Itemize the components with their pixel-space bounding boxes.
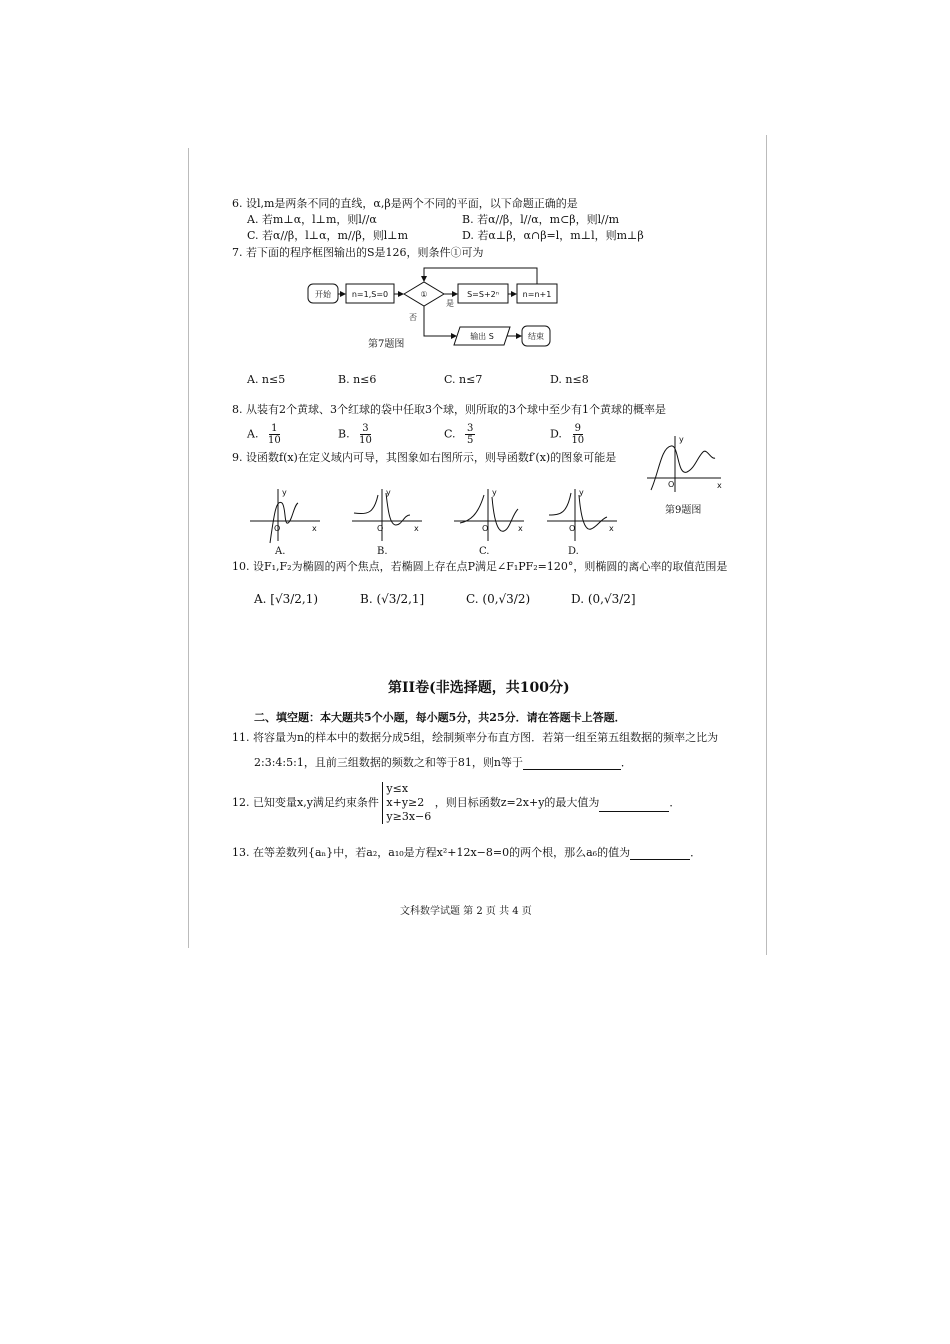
q9-graph-c (452, 485, 527, 545)
q9-label-b: B. (377, 546, 388, 557)
q12-c3: y≥3x−6 (386, 810, 432, 823)
q9-c-x: x (518, 524, 523, 533)
q12-c2: x+y≥2 (386, 796, 425, 809)
q7-option-a: A. n≤5 (247, 373, 286, 386)
flow-body-label: S=S+2ⁿ (467, 290, 499, 299)
q11-line1: 11. 将容量为n的样本中的数据分成5组，绘制频率分布直方图．若第一组至第五组数据的频率之比为 (232, 731, 719, 744)
q10-option-b: B. (√3/2,1] (360, 592, 425, 606)
q7-caption: 第7题图 (368, 339, 405, 350)
q7-flowchart (300, 262, 570, 354)
q8-stem: 8. 从装有2个黄球、3个红球的袋中任取3个球，则所取的3个球中至少有1个黄球的概率是 (232, 403, 666, 416)
q9-a-y: y (282, 488, 287, 497)
q9-ref-origin: O (668, 480, 675, 489)
flow-start-label: 开始 (315, 290, 331, 299)
q7-option-b: B. n≤6 (338, 373, 377, 386)
q8-b-num: 3 (362, 423, 369, 434)
q9-d-x: x (609, 524, 614, 533)
q9-graph-b (350, 485, 425, 545)
q13-text: 13. 在等差数列{aₙ}中，若a₂，a₁₀是方程x²+12x−8=0的两个根，那么a₆的值为 (232, 846, 631, 859)
q7-option-c: C. n≤7 (444, 373, 483, 386)
flow-yes-label: 是 (446, 299, 454, 308)
q13-line (232, 845, 701, 860)
q9-graph-a (248, 485, 323, 545)
q8-option-d (550, 423, 584, 446)
q9-label-d: D. (568, 546, 579, 557)
q9-d-o: O (569, 524, 576, 533)
q10-option-d: D. (0,√3/2] (571, 592, 636, 606)
q8-b-label: B. (338, 427, 350, 441)
q8-b-den: 10 (359, 435, 372, 446)
q9-c-o: O (482, 524, 489, 533)
q8-d-label: D. (550, 427, 562, 441)
q10-option-a: A. [√3/2,1) (254, 592, 319, 606)
q8-option-c (444, 423, 475, 446)
q6-stem: 6. 设l,m是两条不同的直线，α,β是两个不同的平面，以下命题正确的是 (232, 197, 578, 210)
q9-reference-graph (645, 432, 725, 494)
q9-ref-x-label: x (717, 481, 722, 490)
q9-label-a: A. (275, 546, 286, 557)
q9-stem: 9. 设函数f(x)在定义域内可导，其图象如右图所示，则导函数f′(x)的图象可能是 (232, 451, 617, 464)
q8-a-label: A. (247, 427, 259, 441)
q9-b-y: y (386, 488, 391, 497)
section2-title: 第II卷(非选择题，共100分) (388, 680, 570, 696)
q8-option-b (338, 423, 372, 446)
q8-c-den: 5 (467, 435, 474, 446)
q12-post: ，则目标函数z=2x+y的最大值为 (434, 796, 600, 809)
scan-edge-right (766, 135, 767, 955)
section2-intro: 二、填空题：本大题共5个小题，每小题5分，共25分．请在答题卡上答题． (254, 711, 626, 724)
flow-end-label: 结束 (528, 332, 544, 341)
q8-c-label: C. (444, 427, 456, 441)
q11-answer-blank[interactable] (523, 755, 621, 770)
q9-b-o: O (377, 524, 384, 533)
q12-line (232, 782, 680, 824)
q9-a-o: O (274, 524, 281, 533)
q12-answer-blank[interactable] (599, 795, 669, 812)
q12-end: ． (669, 796, 681, 809)
flow-incr-label: n=n+1 (522, 290, 552, 299)
q11-line2-text: 2:3:4:5:1，且前三组数据的频数之和等于81，则n等于 (254, 756, 523, 769)
q8-c-num: 3 (467, 423, 474, 434)
page-footer: 文科数学试题 第 2 页 共 4 页 (400, 906, 532, 917)
q8-d-den: 10 (571, 435, 585, 446)
q8-a-num: 1 (271, 423, 278, 434)
q7-stem: 7. 若下面的程序框图输出的S是126，则条件①可为 (232, 246, 484, 259)
q12-c1: y≤x (386, 782, 409, 795)
q10-stem: 10. 设F₁,F₂为椭圆的两个焦点，若椭圆上存在点P满足∠F₁PF₂=120°，则椭圆的离心率的取值范围是 (232, 560, 728, 573)
q11-line2 (254, 755, 632, 770)
q13-end: ． (690, 846, 702, 859)
q9-d-y: y (579, 488, 584, 497)
q9-label-c: C. (479, 546, 490, 557)
flow-init-label: n=1,S=0 (351, 290, 389, 299)
q7-option-d: D. n≤8 (550, 373, 589, 386)
q12-pre: 12. 已知变量x,y满足约束条件 (232, 796, 379, 809)
q9-c-y: y (492, 488, 497, 497)
q13-answer-blank[interactable] (630, 845, 690, 860)
q6-option-c: C. 若α//β，l⊥α，m//β，则l⊥m (247, 229, 409, 242)
q6-option-a: A. 若m⊥α，l⊥m，则l//α (247, 213, 377, 226)
q11-end: ． (620, 756, 632, 769)
q9-caption: 第9题图 (665, 505, 702, 516)
flow-no-label: 否 (409, 313, 417, 322)
q10-option-c: C. (0,√3/2) (466, 592, 531, 606)
q9-graph-d (545, 485, 620, 545)
q8-d-num: 9 (574, 423, 581, 434)
flow-output-label: 输出 S (470, 332, 494, 341)
q8-a-den: 10 (267, 435, 281, 446)
q6-option-d: D. 若α⊥β，α∩β=l，m⊥l，则m⊥β (462, 229, 644, 242)
flow-cond-label: ① (420, 290, 428, 299)
scan-edge-left (188, 148, 189, 948)
q6-option-b: B. 若α//β，l//α，m⊂β，则l//m (462, 213, 620, 226)
q9-b-x: x (414, 524, 419, 533)
q12-constraints (382, 782, 431, 824)
q9-ref-y-label: y (679, 435, 684, 444)
q8-option-a (247, 423, 281, 446)
q9-a-x: x (312, 524, 317, 533)
